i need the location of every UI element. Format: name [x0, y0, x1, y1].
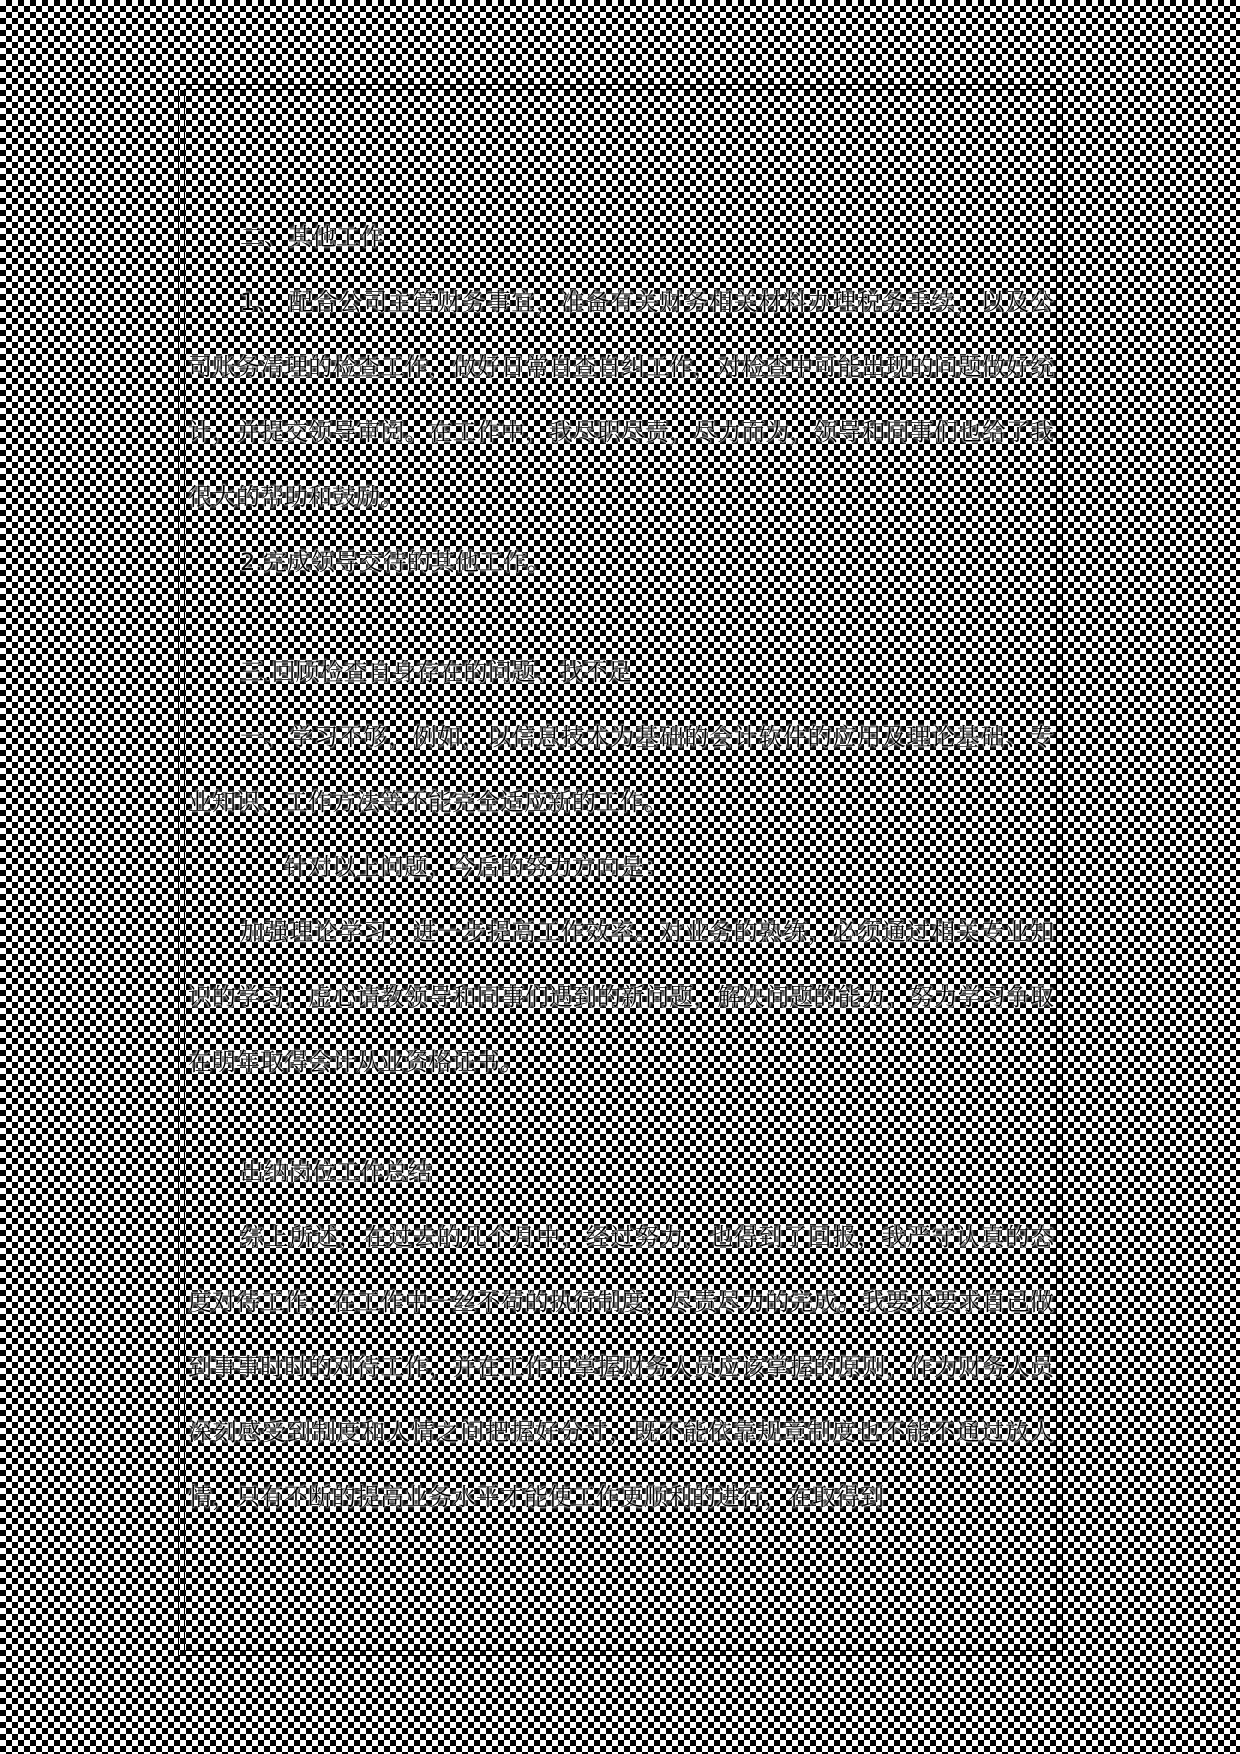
paragraph-item-1: 1、 配合公司主管财务事宜，准备有关财务相关材料办理税务手续，以及公司账务清理的检查工作，做好日常自查自纠工作，对检查中可能出现的问题做好统计，并提交领导审阅。在工作中，我尽职尽责，尽力而为，领导和同事们也给了我很大的帮助和鼓励。: [188, 288, 1054, 511]
paragraph-improvement-intro: 针对以上问题，今后的努力方向是：: [284, 853, 668, 881]
paragraph-summary: 综上所述，在过去的几个月中，经过努力，也得到了回报，我严守认真的态度对待工作，在工作中一丝不苟的执行制度，尽责尽力的完成。我要求要求自己做到事事时时的对待工作，并在工作中掌握财务人员应该掌握的原则，作为财务人员深刻感受到制度和人情之间把握好分寸，既不能依靠规章制度也不能不通过放人情，只有不断的提高业务水平才能使工作更顺利的进行，在取得到: [188, 1223, 1054, 1511]
paragraph-problem-1: 一、学习不够，例如，以信息技术为基础的会计软件的应用及理论基础、专业知识、工作方法等不能完全适应新的工作。: [188, 723, 1054, 816]
paragraph-improvement: 加强理论学习，进一步提高工作效率。对业务的熟练，必须通过相关专业知识的学习，虚心请教领导和同事们遇到的新问题，解决问题的能力，努力学习争取在明年取得会计从业资格证书。: [188, 918, 1054, 1076]
section-heading-cashier-summary: 出纳岗位工作总结: [240, 1158, 432, 1186]
spacer: [188, 595, 1054, 640]
paragraph-item-2: 2.完成领导交待的其他工作。: [240, 548, 551, 576]
document-body: [188, 205, 1054, 1530]
section-heading-review-problems: 三.回顾检查自身存在的问题、找不足: [240, 658, 632, 686]
section-heading-other-work: 二、其他工作: [240, 223, 384, 251]
spacer: [188, 1095, 1054, 1140]
